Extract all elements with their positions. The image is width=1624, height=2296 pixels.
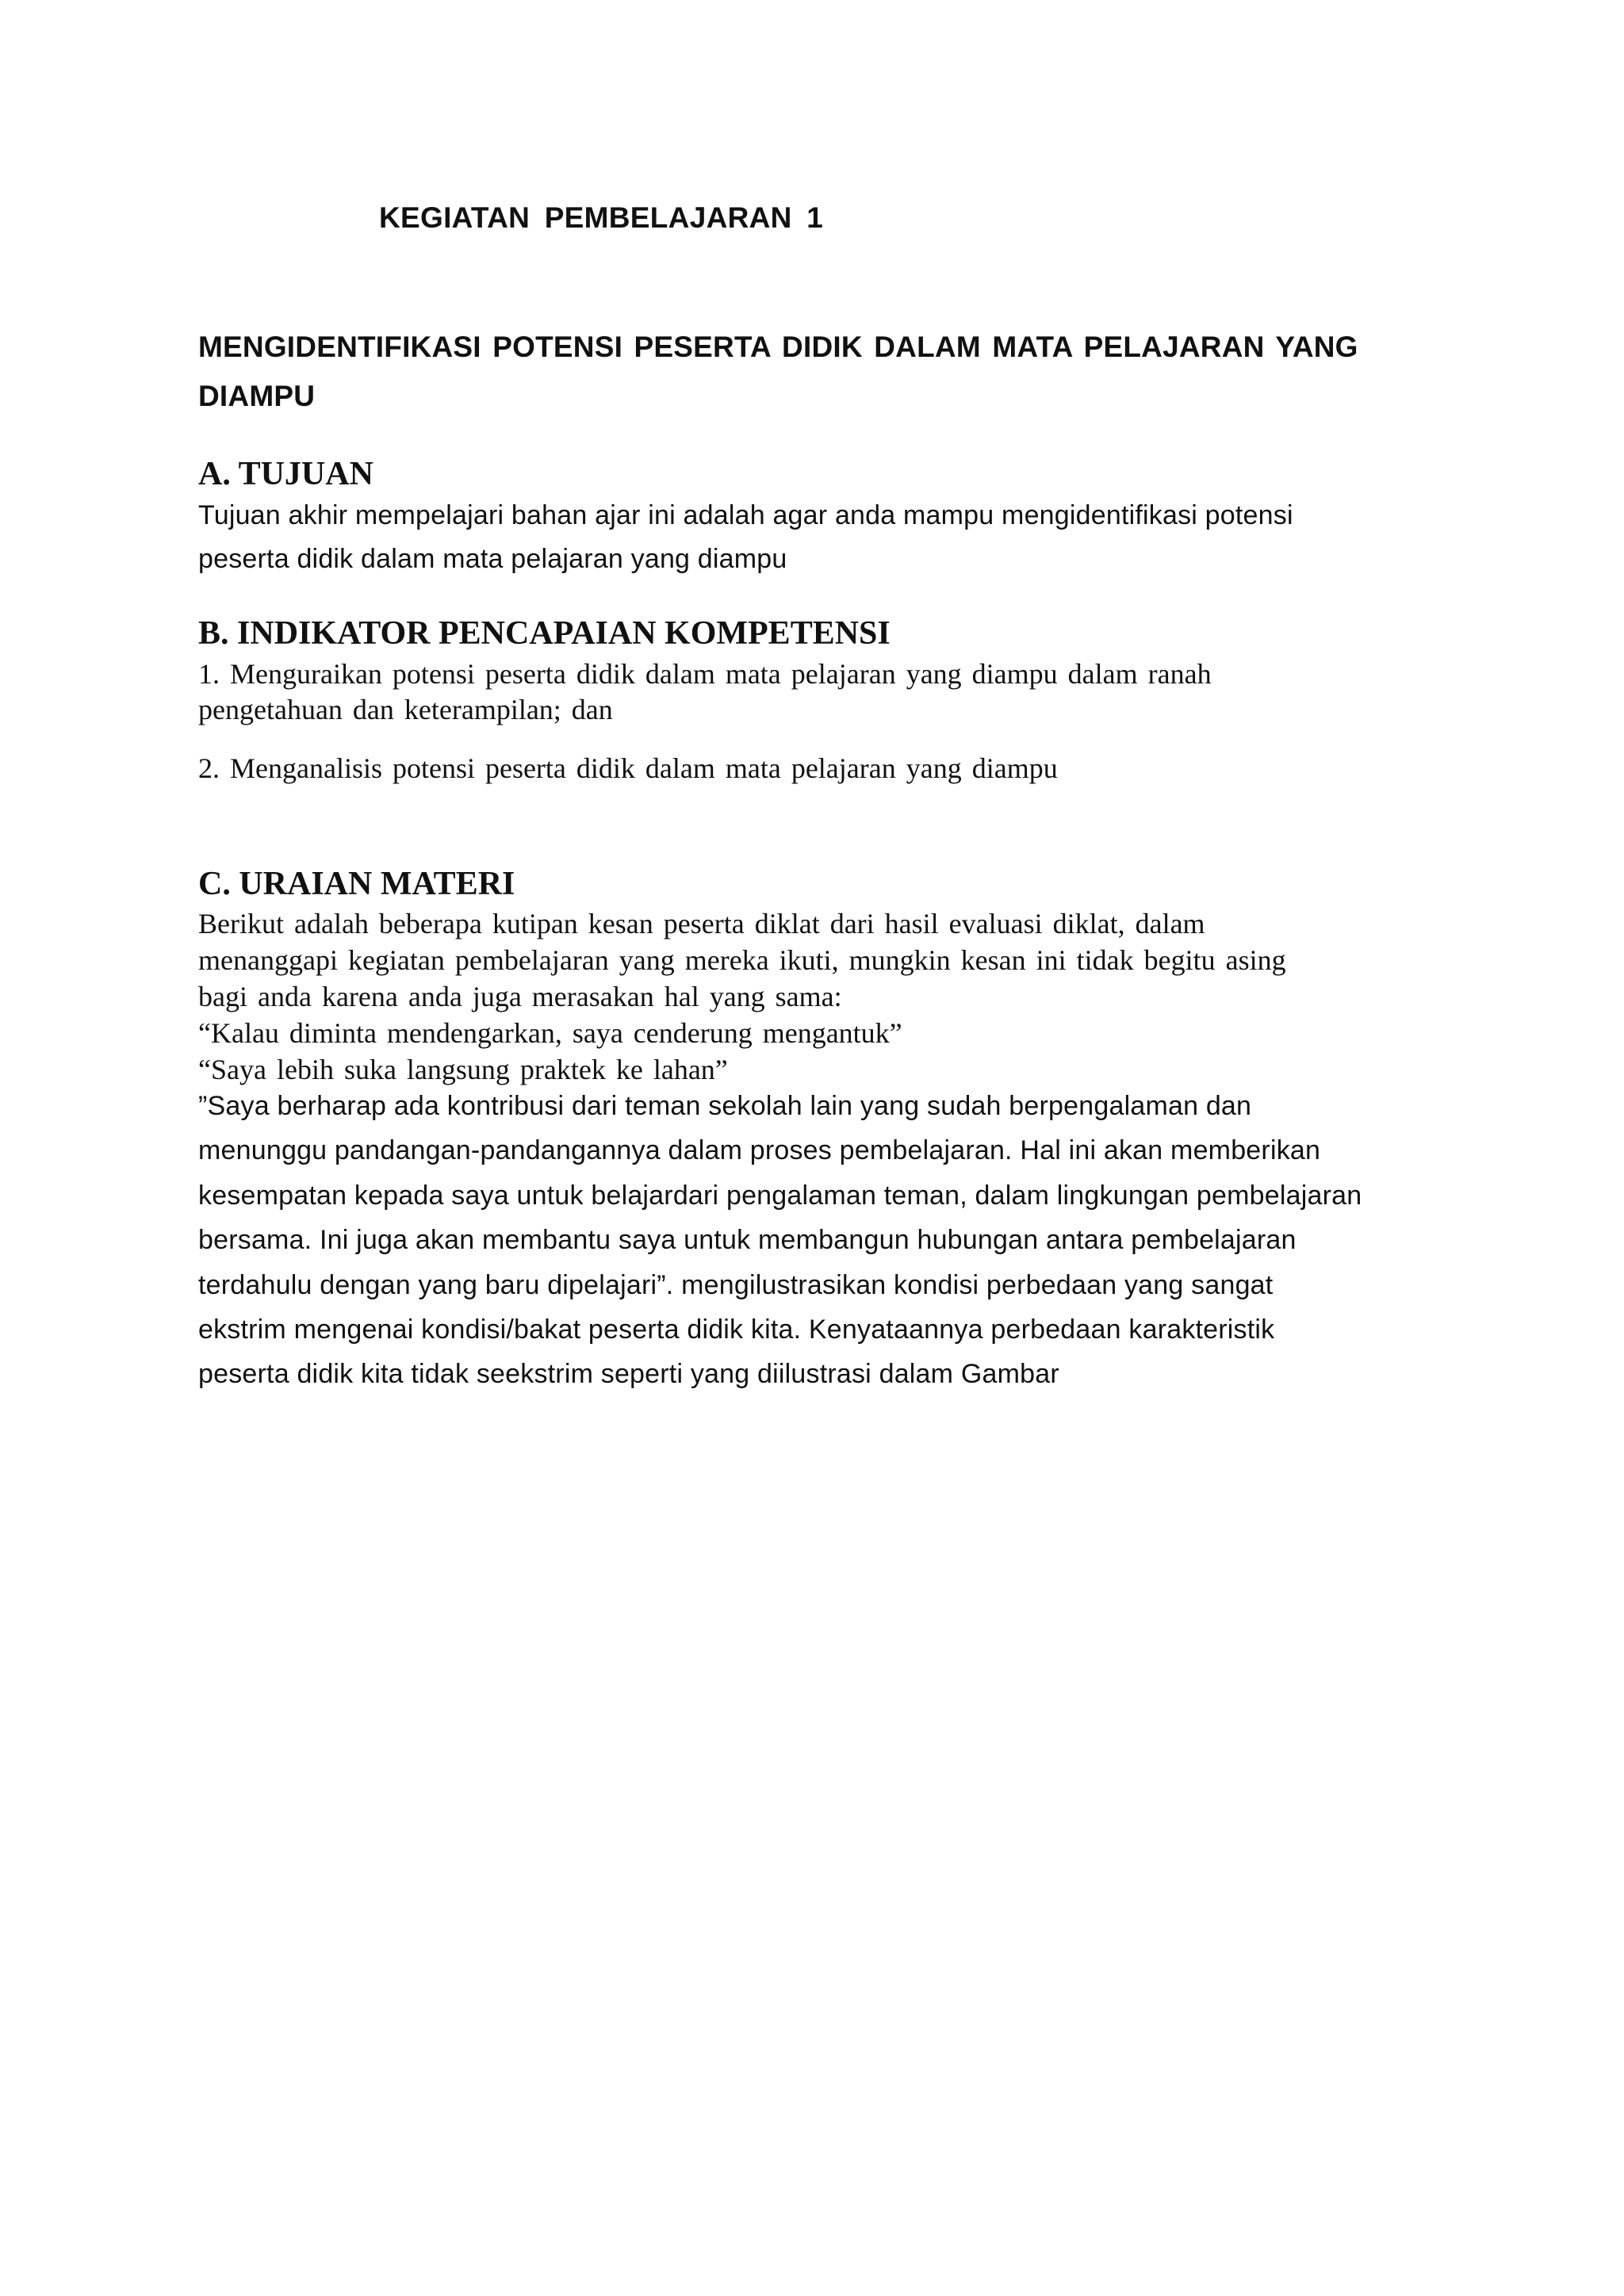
section-c-sans-line-7: peserta didik kita tidak seekstrim seperti yang diilustrasi dalam Gambar [198, 1359, 1059, 1389]
section-c-sans-line-1: ”Saya berharap ada kontribusi dari teman sekolah lain yang sudah berpengalaman dan [198, 1091, 1252, 1121]
section-c-serif-line-1: Berikut adalah beberapa kutipan kesan peserta diklat dari hasil evaluasi diklat, dalam [198, 908, 1205, 939]
quote-1: “Kalau diminta mendengarkan, saya cenderung mengantuk” [198, 1017, 902, 1049]
section-c-heading: C. URAIAN MATERI [198, 866, 515, 902]
section-c-serif-line-2: menanggapi kegiatan pembelajaran yang mereka ikuti, mungkin kesan ini tidak begitu asing [198, 944, 1286, 976]
document-title-line-1: MENGIDENTIFIKASI POTENSI PESERTA DIDIK DALAM MATA PELAJARAN YANG [198, 331, 1358, 363]
section-c-sans-line-3: kesempatan kepada saya untuk belajardari pengalaman teman, dalam lingkungan pembelajaran [198, 1181, 1362, 1211]
section-a-heading: A. TUJUAN [198, 456, 373, 492]
section-c-sans-line-4: bersama. Ini juga akan membantu saya untuk membangun hubungan antara pembelajaran [198, 1225, 1297, 1255]
document-title-line-2: DIAMPU [198, 380, 316, 412]
section-c-serif-line-3: bagi anda karena anda juga merasakan hal yang sama: [198, 981, 842, 1012]
quote-2: “Saya lebih suka langsung praktek ke lahan” [198, 1054, 728, 1085]
section-b-item-1-line-1: 1. Menguraikan potensi peserta didik dalam mata pelajaran yang diampu dalam ranah [198, 658, 1212, 690]
section-c-sans-line-6: ekstrim mengenai kondisi/bakat peserta didik kita. Kenyataannya perbedaan karakteristik [198, 1314, 1275, 1345]
activity-kicker: KEGIATAN PEMBELAJARAN 1 [379, 201, 824, 234]
section-b-heading: B. INDIKATOR PENCAPAIAN KOMPETENSI [198, 615, 891, 652]
section-c-sans-line-5: terdahulu dengan yang baru dipelajari”. mengilustrasikan kondisi perbedaan yang sangat [198, 1270, 1274, 1300]
section-c-sans-line-2: menunggu pandangan-pandangannya dalam proses pembelajaran. Hal ini akan memberikan [198, 1135, 1321, 1165]
section-b-item-2: 2. Menganalisis potensi peserta didik dalam mata pelajaran yang diampu [198, 752, 1058, 784]
section-b-item-1-line-2: pengetahuan dan keterampilan; dan [198, 694, 613, 725]
section-a-line-2: peserta didik dalam mata pelajaran yang diampu [198, 544, 787, 574]
section-a-line-1: Tujuan akhir mempelajari bahan ajar ini adalah agar anda mampu mengidentifikasi potensi [198, 500, 1293, 530]
